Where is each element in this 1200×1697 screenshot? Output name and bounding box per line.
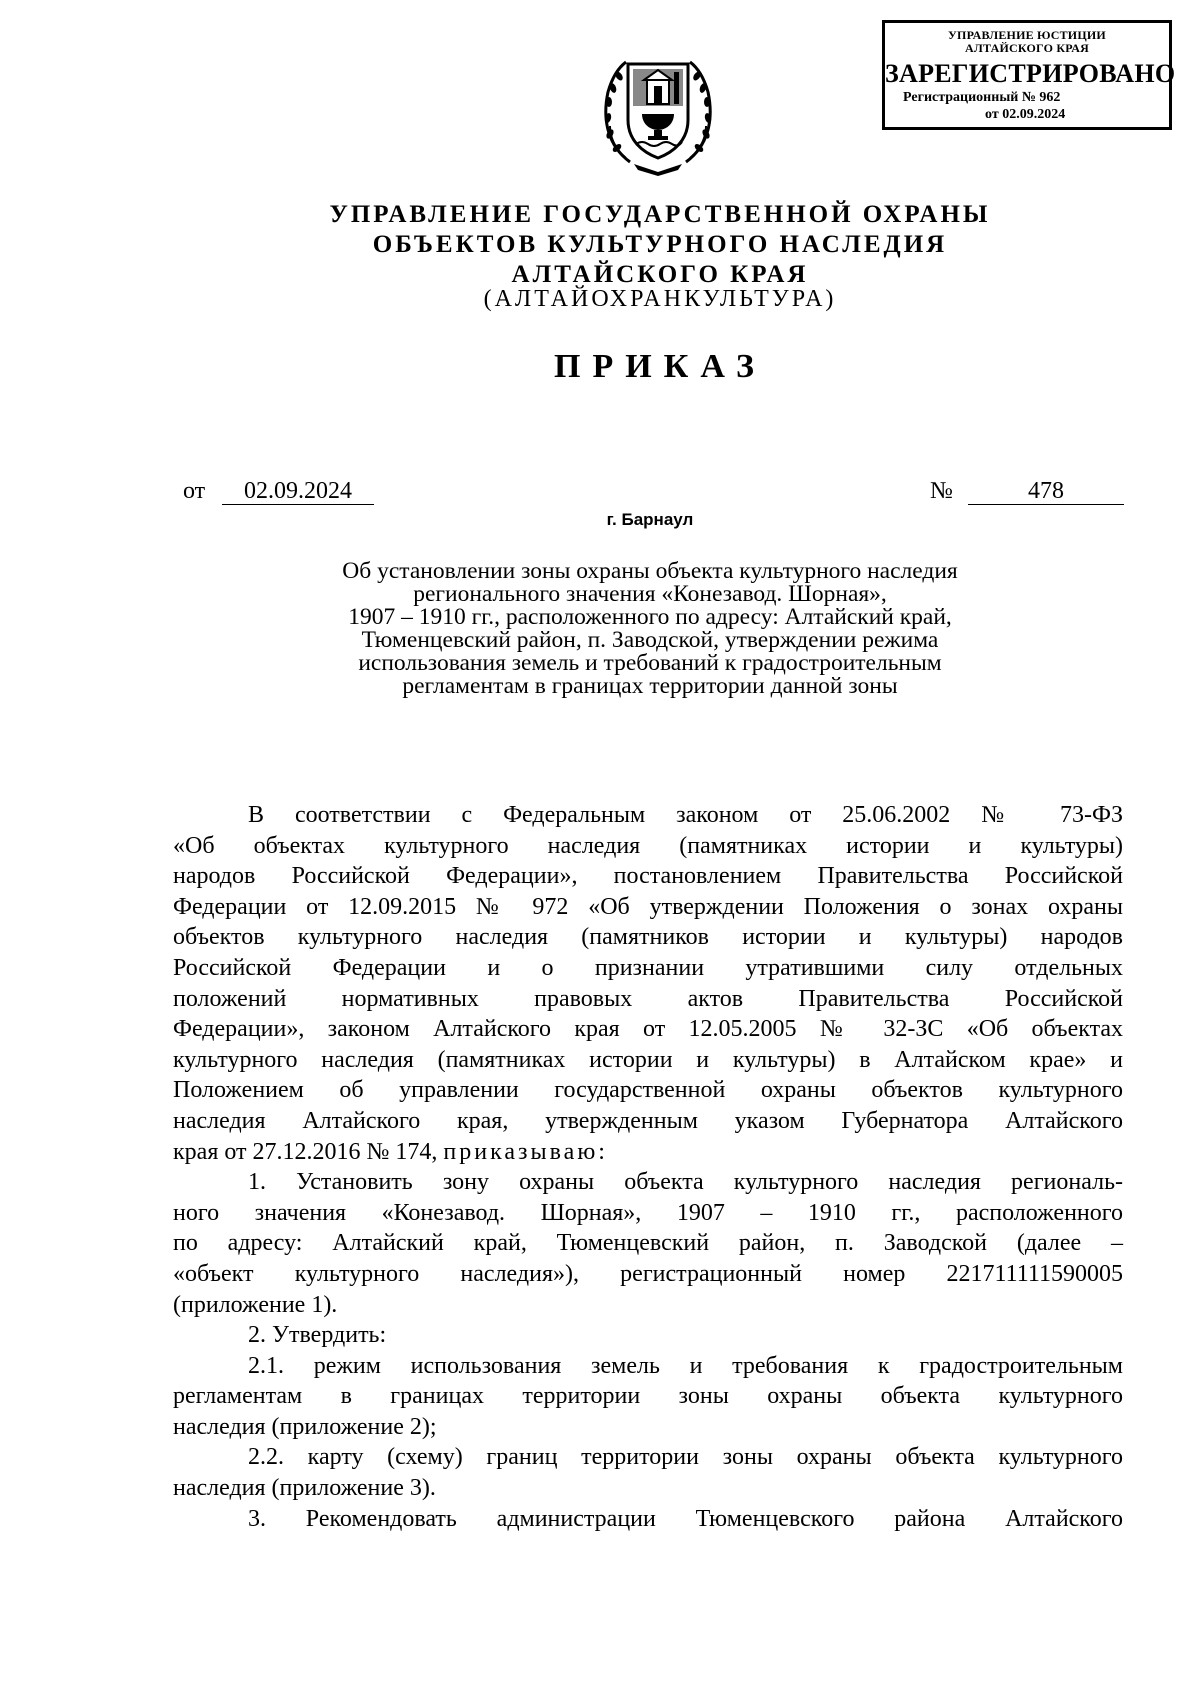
city: г. Барнаул <box>606 510 694 529</box>
body-line: Федерации от 12.09.2015 № 972 «Об утверждении Положения о зонах охраны <box>173 893 1123 920</box>
body-line: «Об объектах культурного наследия (памятниках истории и культуры) <box>173 832 1123 859</box>
order-title-line: Об установлении зоны охраны объекта культурного наследия <box>342 558 958 584</box>
body-line: 2. Утвердить: <box>248 1322 387 1349</box>
agency-name-line1: УПРАВЛЕНИЕ ГОСУДАРСТВЕННОЙ ОХРАНЫ <box>329 201 991 228</box>
order-verb: приказываю: <box>443 1138 608 1165</box>
body-line: наследия (приложение 3). <box>173 1475 436 1502</box>
body-line: наследия (приложение 2); <box>173 1413 437 1440</box>
stamp-status: ЗАРЕГИСТРИРОВАНО <box>885 59 1176 88</box>
body-line: 3. Рекомендовать администрации Тюменцевского района Алтайского <box>248 1505 1123 1532</box>
agency-name-line3: АЛТАЙСКОГО КРАЯ <box>511 261 809 288</box>
stamp-date: от 02.09.2024 <box>985 107 1066 122</box>
body-line: 1. Установить зону охраны объекта культурного наследия региональ- <box>248 1169 1123 1196</box>
order-title <box>230 560 1070 698</box>
body-line: регламентам в границах территории зоны охраны объекта культурного <box>173 1383 1123 1410</box>
stamp-authority <box>885 29 1169 55</box>
order-body <box>173 800 1123 1534</box>
body-line: по адресу: Алтайский край, Тюменцевский район, п. Заводской (далее – <box>173 1230 1123 1257</box>
body-line: «объект культурного наследия»), регистрационный номер 221711111590005 <box>173 1260 1123 1287</box>
date-prefix: от <box>183 478 206 504</box>
body-line: Положением об управлении государственной охраны объектов культурного <box>173 1077 1123 1104</box>
body-line <box>173 1137 1123 1168</box>
order-title-line: 1907 – 1910 гг., расположенного по адресу: Алтайский край, <box>348 604 952 630</box>
body-line: ного значения «Конезавод. Шорная», 1907 – 1910 гг., расположенного <box>173 1199 1123 1226</box>
order-title-line: Тюменцевский район, п. Заводской, утверждении режима <box>361 627 939 653</box>
body-line: 2.1. режим использования земель и требования к градостроительным <box>248 1352 1123 1379</box>
stamp-registration-number: Регистрационный № 962 <box>903 90 1061 105</box>
stamp-authority-line1: УПРАВЛЕНИЕ ЮСТИЦИИ <box>948 28 1106 42</box>
body-line: объектов культурного наследия (памятников истории и культуры) народов <box>173 924 1123 951</box>
body-line: (приложение 1). <box>173 1291 338 1318</box>
order-date: 02.09.2024 <box>222 478 374 505</box>
body-line: В соответствии с Федеральным законом от 25.06.2002 № 73-ФЗ <box>248 802 1123 828</box>
body-line: 2.2. карту (схему) границ территории зоны охраны объекта культурного <box>248 1444 1123 1471</box>
body-line: Федерации», законом Алтайского края от 12.05.2005 № 32-ЗС «Об объектах <box>173 1016 1123 1043</box>
body-line: наследия Алтайского края, утвержденным указом Губернатора Алтайского <box>173 1107 1123 1134</box>
altai-krai-coat-of-arms-icon <box>600 50 716 176</box>
order-title-line: использования земель и требований к градостроительным <box>358 650 942 676</box>
body-line: культурного наследия (памятниках истории и культуры) в Алтайском крае» и <box>173 1046 1123 1073</box>
order-title-line: регламентам в границах территории данной зоны <box>402 673 898 699</box>
registration-stamp <box>882 20 1176 130</box>
order-title-line: регионального значения «Конезавод. Шорная», <box>413 581 887 607</box>
stamp-authority-line2: АЛТАЙСКОГО КРАЯ <box>965 41 1089 55</box>
agency-name <box>200 200 1120 290</box>
agency-short-name: (АЛТАЙОХРАНКУЛЬТУРА) <box>483 286 837 312</box>
body-line: народов Российской Федерации», постановлением Правительства Российской <box>173 863 1123 890</box>
body-line: Российской Федерации и о признании утратившими силу отдельных <box>173 954 1123 981</box>
number-sign: № <box>930 478 953 504</box>
order-number: 478 <box>968 478 1124 505</box>
body-line-text: края от 27.12.2016 № 174, <box>173 1138 438 1165</box>
body-line: положений нормативных правовых актов Правительства Российской <box>173 985 1123 1012</box>
document-type: ПРИКАЗ <box>554 348 766 385</box>
agency-name-line2: ОБЪЕКТОВ КУЛЬТУРНОГО НАСЛЕДИЯ <box>372 231 948 258</box>
